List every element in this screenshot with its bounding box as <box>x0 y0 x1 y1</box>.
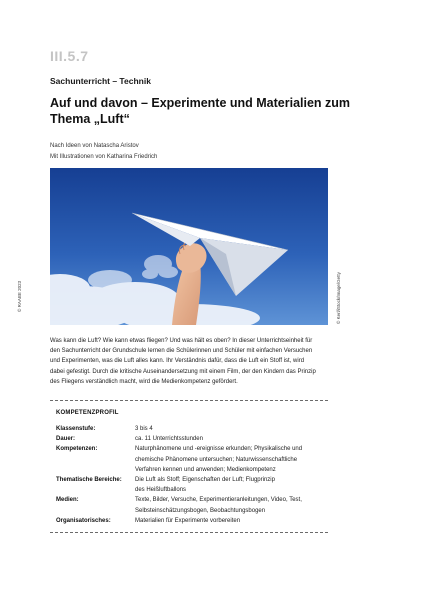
credits <box>50 141 157 162</box>
profile-row-media <box>56 495 328 515</box>
profile-value <box>135 516 328 526</box>
intro-line: dabei gefestigt. Durch die kritische Auseinandersetzung mit einem Film, der den Kindern das Prinzip <box>50 368 316 375</box>
copyright-note: © RAABE 2023 <box>17 280 22 312</box>
profile-key: Klassenstufe: <box>56 426 96 432</box>
profile-value-line: 3 bis 4 <box>135 426 153 432</box>
profile-row-competences <box>56 444 328 475</box>
profile-bottom-divider <box>50 532 328 533</box>
profile-value-line: Selbsteinschätzungsbogen, Beobachtungsbogen <box>135 507 266 514</box>
profile-row-topics <box>56 475 328 495</box>
profile-value-line: Naturphänomene und -ereignisse erkunden; Physikalische und <box>135 446 303 453</box>
paper-airplane-in-hand-icon <box>50 168 328 325</box>
profile-row-organisation <box>56 516 328 526</box>
intro-line: den Sachunterricht der Grundschule lernen die Schülerinnen und Schüler mit einfachen Versuchen <box>50 348 313 355</box>
profile-key: Thematische Bereiche: <box>56 477 122 484</box>
profile-value-line: Verfahren kennen und anwenden; Medienkompetenz <box>135 466 276 473</box>
paper-airplane-photo <box>50 168 328 325</box>
profile-value-line: chemische Phänomene untersuchen; Naturwissenschaftliche <box>135 456 298 463</box>
section-number: III.5.7 <box>50 48 89 64</box>
profile-value-line: Die Luft als Stoff; Eigenschaften der Luft; Flugprinzip <box>135 477 275 484</box>
profile-key: Dauer: <box>56 436 76 443</box>
credit-illustrations: Mit Illustrationen von Katharina Friedrich <box>50 153 158 160</box>
profile-value-line: ca. 11 Unterrichtsstunden <box>135 436 203 443</box>
profile-key: Kompetenzen: <box>56 446 98 453</box>
profile-value <box>135 424 328 434</box>
intro-line: und Experimenten, was die Luft alles kann. Ihr Verständnis dafür, dass die Luft ein Stoff ist, wird <box>50 358 305 365</box>
competence-profile <box>56 424 328 526</box>
intro-line: des Fliegens verständlich macht, wird die Medienkompetenz gefördert. <box>50 378 238 385</box>
profile-value-line: des Heißluftballons <box>135 487 187 494</box>
profile-row-duration <box>56 434 328 444</box>
profile-heading: KOMPETENZPROFIL <box>56 410 119 416</box>
subject-label: Sachunterricht – Technik <box>50 76 151 86</box>
profile-top-divider <box>50 400 328 401</box>
profile-value-line: Texte, Bilder, Versuche, Experimentieranleitungen, Video, Test, <box>135 497 302 504</box>
page-title: Auf und davon – Experimente und Materialien zum Thema „Luft“ <box>50 96 351 126</box>
intro-line: Was kann die Luft? Wie kann etwas fliegen? Und was hält es oben? In dieser Unterrichtseinheit für <box>50 338 313 344</box>
profile-row-grade <box>56 424 328 434</box>
profile-key: Organisatorisches: <box>56 517 111 524</box>
profile-value <box>135 434 328 444</box>
profile-value <box>135 495 328 515</box>
photo-credit: © Kerl/iStock/Image/Getty <box>336 272 341 324</box>
profile-value <box>135 444 328 475</box>
intro-paragraph <box>50 336 329 387</box>
profile-value-line: Materialien für Experimente vorbereiten <box>135 517 241 524</box>
profile-key: Medien: <box>56 497 79 504</box>
profile-value <box>135 475 328 495</box>
credit-ideas: Nach Ideen von Natascha Aristov <box>50 143 139 149</box>
